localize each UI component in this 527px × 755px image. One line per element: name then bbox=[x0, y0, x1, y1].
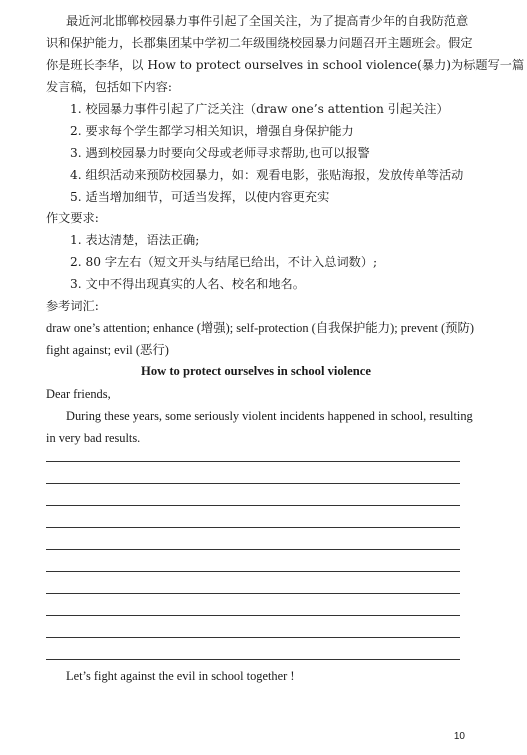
intro-line-2: 识和保护能力，长郡集团某中学初二年级围绕校园暴力问题召开主题班会。假定 bbox=[46, 36, 473, 50]
writing-line[interactable] bbox=[46, 549, 460, 550]
content-point-4: 4. 组织活动来预防校园暴力，如：观看电影，张贴海报，发放传单等活动 bbox=[70, 168, 464, 182]
essay-opening-line-1: During these years, some seriously violent incidents happened in school, resulting bbox=[66, 409, 473, 423]
writing-line[interactable] bbox=[46, 483, 460, 484]
essay-title: How to protect ourselves in school violence bbox=[141, 364, 371, 378]
writing-line[interactable] bbox=[46, 505, 460, 506]
essay-closing: Let’s fight against the evil in school together ! bbox=[66, 669, 295, 683]
writing-line[interactable] bbox=[46, 571, 460, 572]
intro-line-4: 发言稿，包括如下内容: bbox=[46, 80, 172, 94]
writing-line[interactable] bbox=[46, 659, 460, 660]
requirement-2: 2. 80 字左右（短文开头与结尾已给出，不计入总词数）; bbox=[70, 255, 378, 269]
requirement-3: 3. 文中不得出现真实的人名、校名和地名。 bbox=[70, 277, 305, 291]
intro-line-3: 你是班长李华，以 How to protect ourselves in school violence(暴力)为标题写一篇 bbox=[46, 58, 525, 72]
writing-line[interactable] bbox=[46, 637, 460, 638]
requirement-1: 1. 表达清楚，语法正确; bbox=[70, 233, 200, 247]
writing-line[interactable] bbox=[46, 461, 460, 462]
vocab-heading: 参考词汇: bbox=[46, 299, 99, 313]
intro-line-1: 最近河北邯郸校园暴力事件引起了全国关注，为了提高青少年的自我防范意 bbox=[66, 14, 469, 28]
vocab-line-2: fight against; evil (恶行) bbox=[46, 343, 169, 357]
content-point-3: 3. 遇到校园暴力时要向父母或老师寻求帮助,也可以报警 bbox=[70, 146, 370, 160]
requirements-heading: 作文要求: bbox=[46, 211, 99, 225]
writing-line[interactable] bbox=[46, 593, 460, 594]
content-point-1: 1. 校园暴力事件引起了广泛关注（draw one’s attention 引起关注） bbox=[70, 102, 449, 116]
essay-greeting: Dear friends, bbox=[46, 387, 111, 401]
vocab-line-1: draw one’s attention; enhance (增强); self-protection (自我保护能力); prevent (预防) bbox=[46, 321, 475, 335]
essay-opening-line-2: in very bad results. bbox=[46, 431, 141, 445]
writing-line[interactable] bbox=[46, 615, 460, 616]
content-point-5: 5. 适当增加细节，可适当发挥，以使内容更充实 bbox=[70, 190, 330, 204]
content-point-2: 2. 要求每个学生都学习相关知识，增强自身保护能力 bbox=[70, 124, 354, 138]
writing-line[interactable] bbox=[46, 527, 460, 528]
page-number: 10 bbox=[453, 731, 465, 742]
